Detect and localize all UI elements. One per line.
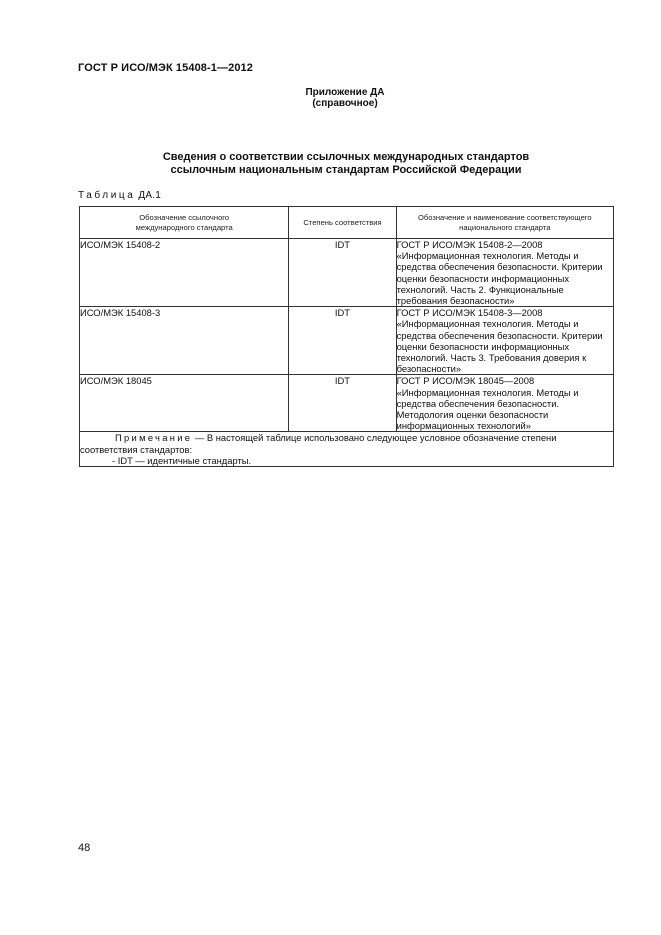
table-note	[80, 432, 614, 467]
table-row	[80, 375, 614, 432]
column-header-national-standard: Обозначение и наименование соответствующего национального стандарта	[396, 207, 613, 239]
column-header-intl-standard: Обозначение ссылочного международного стандарта	[80, 207, 289, 239]
appendix-subtitle: (справочное)	[312, 98, 378, 109]
cell-intl-standard: ИСО/МЭК 15408-2	[80, 239, 289, 307]
table-header-row	[80, 207, 614, 239]
cell-national-standard: ГОСТ Р ИСО/МЭК 15408-3—2008 «Информационная технология. Методы и средства обеспечения безопасности. Критерии оценки безопасности информационных технологий. Часть 3. Требования доверия к безопасности»	[396, 307, 613, 375]
section-title-line-1: Сведения о соответствии ссылочных международных стандартов	[162, 151, 530, 163]
table-row	[80, 307, 614, 375]
section-title	[0, 151, 661, 177]
table-caption	[78, 190, 161, 201]
page-number: 48	[78, 842, 91, 854]
table-caption-label: Таблица	[78, 190, 136, 201]
document-designation: ГОСТ Р ИСО/МЭК 15408-1—2012	[78, 62, 253, 74]
note-label: Примечание	[115, 432, 193, 444]
table-row	[80, 239, 614, 307]
appendix-heading	[0, 87, 661, 109]
cell-national-standard: ГОСТ Р ИСО/МЭК 18045—2008 «Информационная технология. Методы и средства обеспечения безопасности. Методология оценки безопасности информационных технологий»	[396, 375, 613, 432]
cell-degree: IDT	[289, 239, 396, 307]
cell-national-standard: ГОСТ Р ИСО/МЭК 15408-2—2008 «Информационная технология. Методы и средства обеспечения безопасности. Критерии оценки безопасности информационных технологий. Часть 2. Функциональные требования безопасности»	[396, 239, 613, 307]
note-list-item: - IDT — идентичные стандарты.	[112, 454, 252, 466]
note-text-line	[80, 432, 613, 454]
cell-intl-standard: ИСО/МЭК 18045	[80, 375, 289, 432]
correspondence-table	[79, 206, 614, 467]
column-header-degree: Степень соответствия	[289, 207, 396, 239]
cell-degree: IDT	[289, 375, 396, 432]
section-title-line-2: ссылочным национальным стандартам Российской Федерации	[170, 164, 522, 176]
cell-intl-standard: ИСО/МЭК 15408-3	[80, 307, 289, 375]
appendix-title: Приложение ДА	[305, 87, 385, 98]
cell-degree: IDT	[289, 307, 396, 375]
table-caption-number: ДА.1	[138, 190, 161, 201]
note-text: — В настоящей таблице использовано следующее условное обозначение степени соответствия стандартов:	[80, 432, 557, 455]
table-note-row	[80, 432, 614, 467]
